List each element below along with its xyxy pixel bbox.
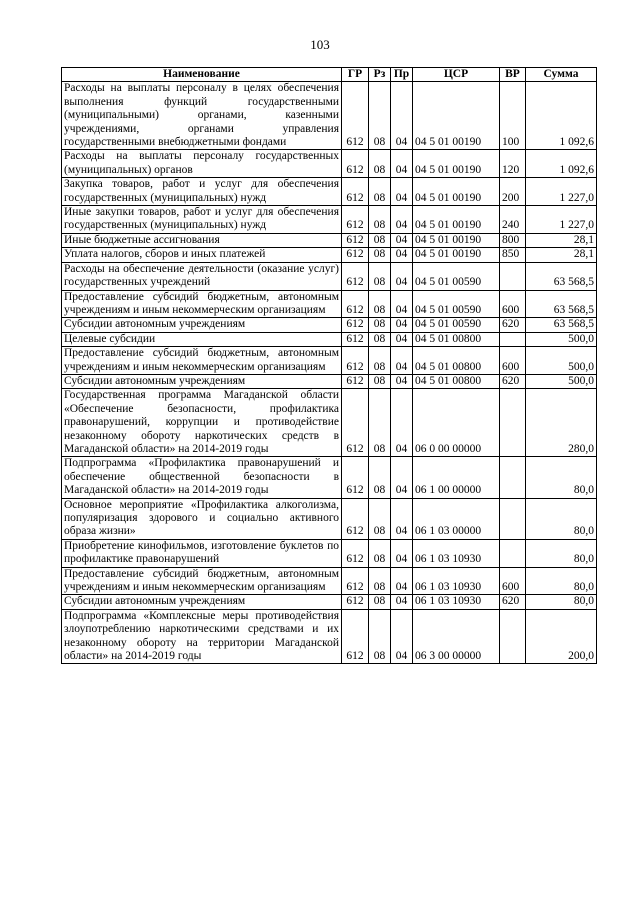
header-name: Наименование	[62, 68, 342, 82]
cell-rz: 08	[369, 389, 391, 457]
cell-csr: 04 5 01 00590	[413, 290, 500, 318]
cell-sum: 280,0	[526, 389, 597, 457]
cell-csr: 06 1 00 00000	[413, 457, 500, 498]
cell-name: Подпрограмма «Комплексные меры противодействия злоупотреблению наркотическими средствами и их незаконному обороту на территории Магаданской области» на 2014-2019 годы	[62, 609, 342, 664]
cell-gr: 612	[342, 609, 369, 664]
cell-name: Подпрограмма «Профилактика правонарушений и обеспечение общественной безопасности в Магаданской области» на 2014-2019 годы	[62, 457, 342, 498]
cell-csr: 04 5 01 00190	[413, 82, 500, 150]
table-row	[62, 290, 597, 318]
budget-table	[61, 67, 597, 664]
cell-rz: 08	[369, 150, 391, 178]
table-row	[62, 233, 597, 247]
cell-rz: 08	[369, 374, 391, 388]
cell-vr: 600	[500, 290, 526, 318]
cell-vr: 120	[500, 150, 526, 178]
cell-pr: 04	[391, 332, 413, 346]
cell-pr: 04	[391, 498, 413, 539]
cell-pr: 04	[391, 374, 413, 388]
table-header-row	[62, 68, 597, 82]
cell-gr: 612	[342, 150, 369, 178]
cell-rz: 08	[369, 595, 391, 609]
cell-sum: 28,1	[526, 248, 597, 262]
cell-pr: 04	[391, 262, 413, 290]
cell-pr: 04	[391, 389, 413, 457]
table-row	[62, 347, 597, 375]
cell-name: Целевые субсидии	[62, 332, 342, 346]
cell-vr	[500, 457, 526, 498]
cell-pr: 04	[391, 539, 413, 567]
table-row	[62, 178, 597, 206]
cell-pr: 04	[391, 150, 413, 178]
cell-sum: 500,0	[526, 332, 597, 346]
cell-pr: 04	[391, 595, 413, 609]
cell-gr: 612	[342, 539, 369, 567]
table-row	[62, 595, 597, 609]
cell-name: Субсидии автономным учреждениям	[62, 318, 342, 332]
table-row	[62, 374, 597, 388]
cell-rz: 08	[369, 290, 391, 318]
cell-rz: 08	[369, 262, 391, 290]
cell-pr: 04	[391, 248, 413, 262]
cell-name: Предоставление субсидий бюджетным, автономным учреждениям и иным некоммерческим организациям	[62, 347, 342, 375]
cell-name: Иные закупки товаров, работ и услуг для обеспечения государственных (муниципальных) нужд	[62, 206, 342, 234]
cell-vr: 850	[500, 248, 526, 262]
table-row	[62, 262, 597, 290]
page-number: 103	[310, 37, 330, 52]
table-body	[62, 82, 597, 664]
cell-name: Расходы на обеспечение деятельности (оказание услуг) государственных учреждений	[62, 262, 342, 290]
cell-csr: 04 5 01 00800	[413, 332, 500, 346]
cell-gr: 612	[342, 457, 369, 498]
cell-pr: 04	[391, 609, 413, 664]
cell-sum: 80,0	[526, 457, 597, 498]
cell-csr: 04 5 01 00190	[413, 233, 500, 247]
cell-vr	[500, 332, 526, 346]
cell-gr: 612	[342, 498, 369, 539]
cell-sum: 500,0	[526, 374, 597, 388]
cell-sum: 63 568,5	[526, 262, 597, 290]
cell-pr: 04	[391, 347, 413, 375]
cell-sum: 28,1	[526, 233, 597, 247]
cell-csr: 06 1 03 10930	[413, 539, 500, 567]
table-row	[62, 567, 597, 595]
cell-sum: 80,0	[526, 498, 597, 539]
cell-gr: 612	[342, 248, 369, 262]
cell-sum: 200,0	[526, 609, 597, 664]
cell-name: Расходы на выплаты персоналу государственных (муниципальных) органов	[62, 150, 342, 178]
cell-vr: 620	[500, 318, 526, 332]
cell-name: Уплата налогов, сборов и иных платежей	[62, 248, 342, 262]
cell-rz: 08	[369, 457, 391, 498]
table-row	[62, 389, 597, 457]
cell-rz: 08	[369, 248, 391, 262]
table-row	[62, 206, 597, 234]
cell-csr: 06 1 03 00000	[413, 498, 500, 539]
cell-gr: 612	[342, 233, 369, 247]
cell-name: Иные бюджетные ассигнования	[62, 233, 342, 247]
table-row	[62, 150, 597, 178]
cell-gr: 612	[342, 374, 369, 388]
cell-vr	[500, 609, 526, 664]
cell-rz: 08	[369, 82, 391, 150]
cell-rz: 08	[369, 609, 391, 664]
table-row	[62, 457, 597, 498]
cell-sum: 1 092,6	[526, 150, 597, 178]
cell-gr: 612	[342, 332, 369, 346]
cell-pr: 04	[391, 290, 413, 318]
cell-name: Субсидии автономным учреждениям	[62, 374, 342, 388]
table-row	[62, 332, 597, 346]
cell-pr: 04	[391, 318, 413, 332]
cell-sum: 1 092,6	[526, 82, 597, 150]
cell-csr: 04 5 01 00800	[413, 347, 500, 375]
cell-vr: 600	[500, 567, 526, 595]
cell-vr: 200	[500, 178, 526, 206]
header-csr: ЦСР	[413, 68, 500, 82]
cell-gr: 612	[342, 595, 369, 609]
cell-sum: 80,0	[526, 539, 597, 567]
cell-name: Предоставление субсидий бюджетным, автономным учреждениям и иным некоммерческим организациям	[62, 290, 342, 318]
cell-name: Основное мероприятие «Профилактика алкоголизма, популяризация здорового и социально активного образа жизни»	[62, 498, 342, 539]
cell-pr: 04	[391, 82, 413, 150]
cell-gr: 612	[342, 389, 369, 457]
cell-rz: 08	[369, 178, 391, 206]
cell-csr: 04 5 01 00800	[413, 374, 500, 388]
cell-csr: 04 5 01 00190	[413, 248, 500, 262]
header-sum: Сумма	[526, 68, 597, 82]
cell-name: Приобретение кинофильмов, изготовление буклетов по профилактике правонарушений	[62, 539, 342, 567]
cell-name: Предоставление субсидий бюджетным, автономным учреждениям и иным некоммерческим организациям	[62, 567, 342, 595]
cell-csr: 04 5 01 00190	[413, 150, 500, 178]
cell-gr: 612	[342, 82, 369, 150]
cell-sum: 80,0	[526, 567, 597, 595]
cell-csr: 06 3 00 00000	[413, 609, 500, 664]
cell-vr: 620	[500, 595, 526, 609]
table-row	[62, 609, 597, 664]
table-row	[62, 248, 597, 262]
header-vr: ВР	[500, 68, 526, 82]
table-row	[62, 498, 597, 539]
cell-vr	[500, 389, 526, 457]
cell-vr	[500, 498, 526, 539]
cell-vr: 620	[500, 374, 526, 388]
cell-rz: 08	[369, 332, 391, 346]
cell-vr: 240	[500, 206, 526, 234]
cell-sum: 500,0	[526, 347, 597, 375]
cell-csr: 06 1 03 10930	[413, 595, 500, 609]
cell-rz: 08	[369, 318, 391, 332]
cell-name: Государственная программа Магаданской области «Обеспечение безопасности, профилактика правонарушений, коррупции и противодействие незаконному обороту наркотических средств в Магаданской области» на 2014-2019 годы	[62, 389, 342, 457]
cell-sum: 1 227,0	[526, 178, 597, 206]
cell-gr: 612	[342, 178, 369, 206]
cell-rz: 08	[369, 539, 391, 567]
table-row	[62, 318, 597, 332]
cell-csr: 04 5 01 00190	[413, 206, 500, 234]
cell-pr: 04	[391, 206, 413, 234]
cell-sum: 80,0	[526, 595, 597, 609]
cell-rz: 08	[369, 233, 391, 247]
cell-gr: 612	[342, 206, 369, 234]
cell-gr: 612	[342, 567, 369, 595]
cell-gr: 612	[342, 290, 369, 318]
cell-csr: 04 5 01 00590	[413, 318, 500, 332]
cell-gr: 612	[342, 262, 369, 290]
cell-rz: 08	[369, 347, 391, 375]
cell-pr: 04	[391, 567, 413, 595]
cell-vr: 100	[500, 82, 526, 150]
header-rz: Рз	[369, 68, 391, 82]
cell-csr: 06 1 03 10930	[413, 567, 500, 595]
table-row	[62, 82, 597, 150]
cell-sum: 63 568,5	[526, 318, 597, 332]
cell-csr: 04 5 01 00590	[413, 262, 500, 290]
cell-sum: 63 568,5	[526, 290, 597, 318]
cell-name: Субсидии автономным учреждениям	[62, 595, 342, 609]
cell-csr: 06 0 00 00000	[413, 389, 500, 457]
header-gr: ГР	[342, 68, 369, 82]
cell-rz: 08	[369, 206, 391, 234]
cell-pr: 04	[391, 178, 413, 206]
cell-pr: 04	[391, 233, 413, 247]
header-pr: Пр	[391, 68, 413, 82]
cell-pr: 04	[391, 457, 413, 498]
cell-gr: 612	[342, 347, 369, 375]
cell-vr	[500, 262, 526, 290]
table-row	[62, 539, 597, 567]
cell-rz: 08	[369, 498, 391, 539]
cell-csr: 04 5 01 00190	[413, 178, 500, 206]
cell-gr: 612	[342, 318, 369, 332]
cell-name: Расходы на выплаты персоналу в целях обеспечения выполнения функций государственными (муниципальными) органами, казенными учреждениями, органами управления государственными внебюджетными фондами	[62, 82, 342, 150]
cell-vr	[500, 539, 526, 567]
cell-sum: 1 227,0	[526, 206, 597, 234]
cell-name: Закупка товаров, работ и услуг для обеспечения государственных (муниципальных) нужд	[62, 178, 342, 206]
cell-vr: 800	[500, 233, 526, 247]
cell-rz: 08	[369, 567, 391, 595]
cell-vr: 600	[500, 347, 526, 375]
